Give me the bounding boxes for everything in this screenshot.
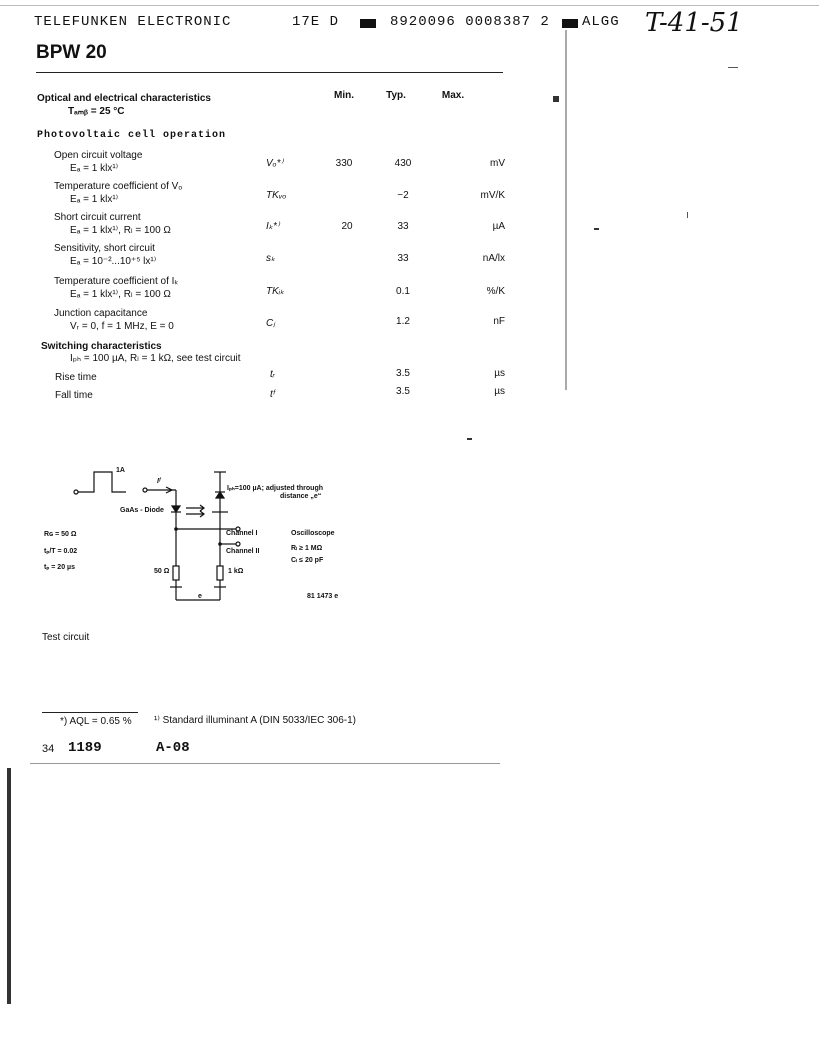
scan-edge-top bbox=[0, 5, 819, 6]
table-condition: Tₐₘᵦ = 25 °C bbox=[68, 106, 125, 117]
footer-code-2: A-08 bbox=[156, 740, 190, 756]
row-symbol: Vₒ*⁾ bbox=[266, 158, 283, 169]
row-name: Short circuit current bbox=[54, 212, 141, 223]
distance-label: distance „e“ bbox=[280, 493, 322, 500]
row-typ: 0.1 bbox=[396, 286, 410, 297]
company-name: TELEFUNKEN ELECTRONIC bbox=[34, 14, 232, 30]
distance-e-label: e bbox=[198, 593, 202, 600]
col-typ: Typ. bbox=[386, 90, 406, 101]
footnote-aql: *) AQL = 0.65 % bbox=[60, 716, 132, 727]
switching-condition: Iₚₕ = 100 µA, Rₗ = 1 kΩ, see test circuit bbox=[70, 353, 241, 364]
fall-time-label: Fall time bbox=[55, 390, 93, 401]
row-unit: nF bbox=[493, 316, 505, 327]
row-condition: Eₐ = 1 klx¹⁾ bbox=[70, 163, 119, 174]
scan-speck bbox=[553, 96, 559, 102]
scan-speck bbox=[467, 438, 472, 440]
row-condition: Eₐ = 1 klx¹⁾ bbox=[70, 194, 119, 205]
page-title: BPW 20 bbox=[36, 42, 107, 63]
row-typ: 1.2 bbox=[396, 316, 410, 327]
pulse-label: 1A bbox=[116, 467, 125, 474]
row-name: Junction capacitance bbox=[54, 308, 148, 319]
row-unit: mV/K bbox=[480, 190, 505, 201]
row-name: Temperature coefficient of Vₒ bbox=[54, 181, 183, 192]
row-symbol: Cⱼ bbox=[266, 318, 275, 329]
col-max: Max. bbox=[441, 90, 465, 101]
row-typ: 33 bbox=[397, 253, 409, 264]
row-min: 330 bbox=[335, 158, 353, 169]
rise-time-typ: 3.5 bbox=[396, 368, 410, 379]
page-number: 34 bbox=[42, 743, 55, 755]
footnote-rule bbox=[42, 712, 138, 713]
tp-label: tₚ = 20 µs bbox=[44, 564, 75, 571]
row-name: Open circuit voltage bbox=[54, 150, 143, 161]
duty-label: tₚ/T = 0.02 bbox=[44, 548, 78, 555]
test-circuit-diagram bbox=[60, 462, 370, 612]
col-min: Min. bbox=[334, 90, 354, 101]
row-unit: mV bbox=[490, 158, 505, 169]
scan-speck bbox=[687, 212, 688, 218]
fall-time-unit: µs bbox=[494, 386, 505, 397]
header-bar-1 bbox=[360, 19, 376, 28]
row-typ: 430 bbox=[394, 158, 412, 169]
row-typ: −2 bbox=[397, 190, 409, 201]
figure-number: 81 1473 e bbox=[307, 593, 339, 600]
iph-label: Iₚₕ=100 µA; adjusted through bbox=[227, 485, 324, 492]
cl-label: Cₗ ≤ 20 pF bbox=[291, 557, 324, 564]
rise-time-unit: µs bbox=[494, 368, 505, 379]
channel-1-label: Channel I bbox=[226, 530, 258, 537]
rl-label: Rₗ ≥ 1 MΩ bbox=[291, 545, 323, 552]
section-switching: Switching characteristics bbox=[41, 341, 162, 352]
scan-speck bbox=[594, 228, 599, 230]
scan-edge-line bbox=[30, 763, 500, 764]
row-symbol: sₖ bbox=[266, 253, 276, 264]
row-unit: µA bbox=[492, 221, 505, 232]
row-condition: Eₐ = 1 klx¹⁾, Rₗ = 100 Ω bbox=[70, 289, 171, 300]
header-code-3: ALGG bbox=[582, 14, 620, 30]
resistor-1k-label: 1 kΩ bbox=[228, 568, 244, 575]
scan-edge-left bbox=[7, 768, 11, 1004]
row-unit: nA/lx bbox=[482, 253, 505, 264]
row-condition: Vᵣ = 0, f = 1 MHz, E = 0 bbox=[70, 321, 174, 332]
diode-label: GaAs - Diode bbox=[120, 507, 164, 514]
scan-speck bbox=[728, 67, 738, 68]
header-code-1: 17E D bbox=[292, 14, 340, 30]
row-symbol: TKᵢₖ bbox=[266, 286, 285, 297]
footnote-illuminant: ¹⁾ Standard illuminant A (DIN 5033/IEC 306-1) bbox=[154, 715, 357, 726]
if-label: Iᶠ bbox=[157, 478, 161, 485]
fall-time-typ: 3.5 bbox=[396, 386, 410, 397]
row-condition: Eₐ = 10⁻²...10⁺⁵ lx¹⁾ bbox=[70, 256, 157, 267]
row-typ: 33 bbox=[397, 221, 409, 232]
row-name: Sensitivity, short circuit bbox=[54, 243, 155, 254]
row-symbol: Iₖ*⁾ bbox=[266, 221, 280, 232]
table-heading: Optical and electrical characteristics bbox=[37, 93, 211, 104]
section-photovoltaic: Photovoltaic cell operation bbox=[37, 130, 227, 141]
row-name: Temperature coefficient of Iₖ bbox=[54, 276, 179, 287]
header-code-2: 8920096 0008387 2 bbox=[390, 14, 550, 30]
title-rule bbox=[36, 72, 503, 73]
rise-time-symbol: tᵣ bbox=[270, 369, 275, 380]
row-symbol: TKᵥₒ bbox=[266, 190, 287, 201]
rg-label: Rɢ = 50 Ω bbox=[44, 531, 77, 538]
handwritten-note: T-41-51 bbox=[645, 8, 743, 38]
oscilloscope-label: Oscilloscope bbox=[291, 530, 335, 537]
scan-edge-right bbox=[565, 30, 567, 390]
row-condition: Eₐ = 1 klx¹⁾, Rₗ = 100 Ω bbox=[70, 225, 171, 236]
footer-code-1: 1189 bbox=[68, 740, 102, 756]
rise-time-label: Rise time bbox=[55, 372, 97, 383]
row-unit: %/K bbox=[486, 286, 505, 297]
row-min: 20 bbox=[341, 221, 353, 232]
channel-2-label: Channel II bbox=[226, 548, 260, 555]
header-bar-2 bbox=[562, 19, 578, 28]
resistor-50-label: 50 Ω bbox=[154, 568, 170, 575]
fall-time-symbol: tᶠ bbox=[270, 389, 275, 400]
figure-caption: Test circuit bbox=[42, 632, 90, 643]
